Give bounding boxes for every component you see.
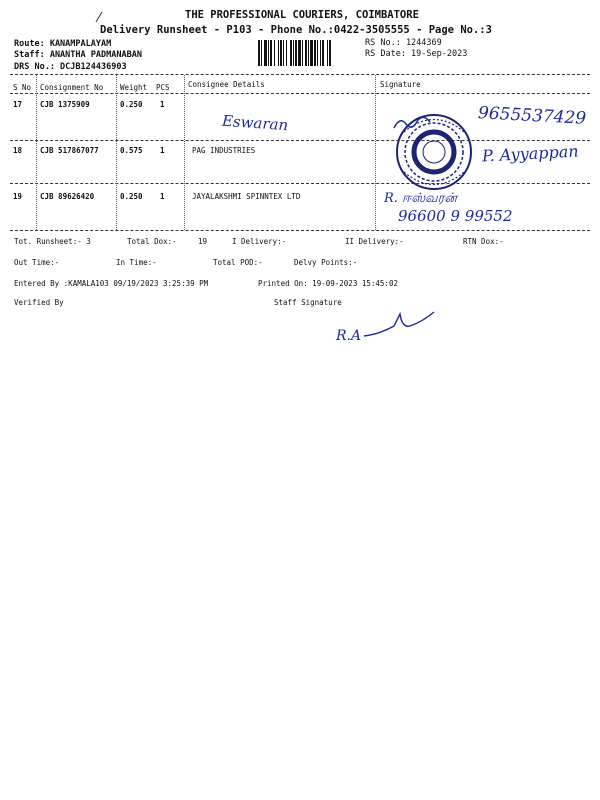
row-consignment: CJB 89626420	[40, 192, 95, 201]
col-divider	[375, 75, 376, 230]
row-weight: 0.250	[120, 192, 143, 201]
out-time: Out Time:-	[14, 258, 60, 267]
staff-label: Staff: ANANTHA PADMANABAN	[14, 50, 142, 60]
printed-on: Printed On: 19-09-2023 15:45:02	[258, 279, 398, 288]
handwritten-receiver-name: R. ஈஸ்வரன்	[384, 191, 457, 206]
col-header-pcs: PCS	[156, 83, 170, 92]
row-pcs: 1	[160, 146, 165, 155]
handwritten-phone: 9655537429	[477, 103, 587, 129]
tot-runsheet: Tot. Runsheet:- 3	[14, 237, 91, 246]
table-header-rule	[10, 93, 590, 94]
row-sno: 17	[13, 100, 23, 109]
drs-number: DRS No.: DCJB124436903	[14, 62, 127, 72]
col-header-signature: Signature	[380, 80, 421, 89]
row-pcs: 1	[160, 192, 165, 201]
row-consignee: PAG INDUSTRIES	[192, 146, 256, 155]
col-header-weight: Weight	[120, 83, 148, 92]
handwritten-consignee-name: Eswaran	[221, 111, 289, 135]
rs-date: RS Date: 19-Sep-2023	[365, 49, 468, 59]
entered-by: Entered By :KAMALA103 09/19/2023 3:25:39 PM	[14, 279, 209, 288]
row-sno: 19	[13, 192, 23, 201]
col-header-consignee: Consignee Details	[188, 80, 265, 89]
row-weight: 0.250	[120, 100, 143, 109]
total-dox-value: 19	[198, 237, 208, 246]
row-pcs: 1	[160, 100, 165, 109]
total-dox-label: Total Dox:-	[127, 237, 177, 246]
row-rule-19	[10, 230, 590, 231]
col-divider	[184, 75, 185, 230]
handwritten-receiver-phone: 96600 9 99552	[398, 207, 513, 225]
row-sno: 18	[13, 146, 23, 155]
row-consignee: JAYALAKSHMI SPINNTEX LTD	[192, 192, 301, 201]
in-time: In Time:-	[116, 258, 157, 267]
verified-by: Verified By	[14, 298, 64, 307]
row-consignment: CJB 517867077	[40, 146, 99, 155]
table-top-rule	[10, 74, 590, 75]
ii-delivery: II Delivery:-	[345, 237, 404, 246]
ink-scribble	[390, 108, 440, 138]
delvy-points: Delvy Points:-	[294, 258, 358, 267]
rtn-dox: RTN Dox:-	[463, 237, 504, 246]
signature-stroke	[360, 304, 440, 344]
i-delivery: I Delivery:-	[232, 237, 287, 246]
staff-handwritten-signature: R.A	[336, 328, 362, 344]
tick-mark	[94, 10, 104, 24]
rs-number: RS No.: 1244369	[365, 38, 442, 48]
col-divider	[116, 75, 117, 230]
row-rule-17	[10, 140, 590, 141]
total-pod: Total POD:-	[213, 258, 263, 267]
col-divider	[36, 75, 37, 230]
runsheet-subtitle: Delivery Runsheet - P103 - Phone No.:0422-3505555 - Page No.:3	[100, 24, 492, 36]
row-rule-18	[10, 183, 590, 184]
col-header-sno: S No	[13, 83, 32, 92]
row-consignment: CJB 1375909	[40, 100, 90, 109]
row-weight: 0.575	[120, 146, 143, 155]
route-label: Route: KANAMPALAYAM	[14, 39, 112, 49]
col-header-consignment: Consignment No	[40, 83, 104, 92]
company-title: THE PROFESSIONAL COURIERS, COIMBATORE	[185, 9, 419, 21]
barcode	[258, 40, 358, 66]
staff-signature-label: Staff Signature	[274, 298, 342, 307]
handwritten-signature: P. Ayyappan	[481, 141, 579, 166]
